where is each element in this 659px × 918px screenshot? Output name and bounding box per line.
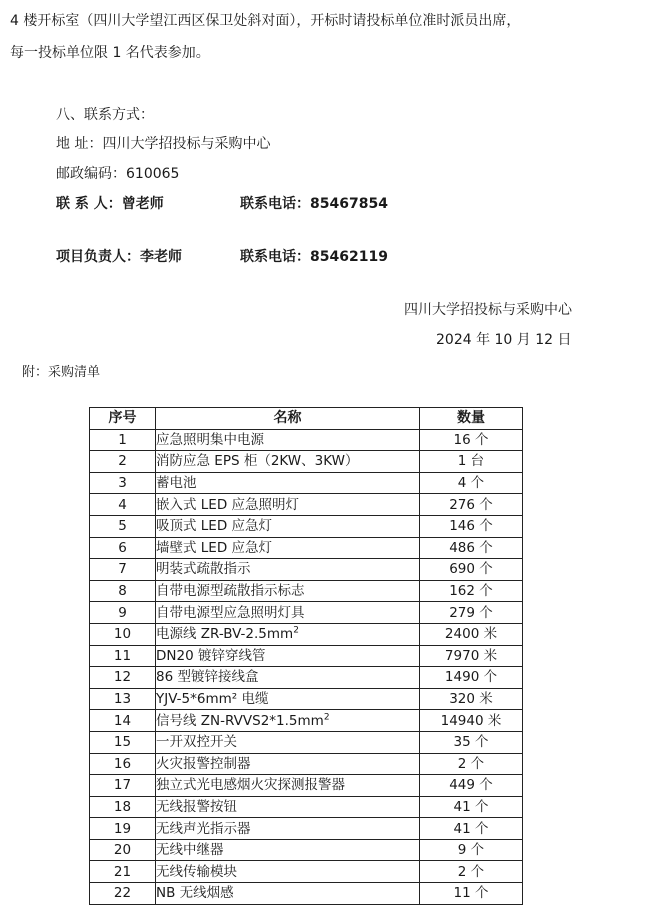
paragraph-line-1: 4 楼开标室（四川大学望江西区保卫处斜对面），开标时请投标单位准时派员出席， <box>10 13 521 29</box>
header-name: 名称 <box>156 408 420 430</box>
item-name: 无线中继器 <box>156 842 224 859</box>
table-row <box>90 645 523 667</box>
row-number: 15 <box>90 731 156 753</box>
contact-postcode: 邮政编码：610065 <box>56 166 180 182</box>
table-row <box>90 775 523 797</box>
table-row <box>90 667 523 689</box>
contact-address: 地 址：四川大学招投标与采购中心 <box>56 136 271 152</box>
item-quantity: 279 个 <box>420 602 523 624</box>
item-name-cell <box>156 731 420 753</box>
item-quantity: 1490 个 <box>420 667 523 689</box>
item-name-cell <box>156 537 420 559</box>
table-row <box>90 515 523 537</box>
item-quantity: 4 个 <box>420 472 523 494</box>
item-name: 应急照明集中电源 <box>156 431 264 448</box>
item-name-cell <box>156 623 420 645</box>
item-name: 吸顶式 LED 应急灯 <box>156 518 273 535</box>
item-quantity: 276 个 <box>420 494 523 516</box>
table-body <box>90 429 523 904</box>
contact-person: 联 系 人：曾老师 <box>56 196 164 212</box>
table-row <box>90 883 523 905</box>
row-number: 10 <box>90 623 156 645</box>
item-name-cell <box>156 796 420 818</box>
row-number: 8 <box>90 580 156 602</box>
item-name: NB 无线烟感 <box>156 885 234 902</box>
signature-org: 四川大学招投标与采购中心 <box>404 302 572 318</box>
table-row <box>90 753 523 775</box>
item-name-superscript: 2 <box>293 625 299 636</box>
project-phone: 联系电话：85462119 <box>240 249 388 265</box>
item-quantity: 7970 米 <box>420 645 523 667</box>
row-number: 12 <box>90 667 156 689</box>
item-name-cell <box>156 883 420 905</box>
row-number: 16 <box>90 753 156 775</box>
item-name-cell <box>156 515 420 537</box>
table-row <box>90 623 523 645</box>
row-number: 11 <box>90 645 156 667</box>
item-quantity: 2 个 <box>420 753 523 775</box>
item-quantity: 146 个 <box>420 515 523 537</box>
item-quantity: 449 个 <box>420 775 523 797</box>
row-number: 19 <box>90 818 156 840</box>
item-name: 嵌入式 LED 应急照明灯 <box>156 496 300 513</box>
table-row <box>90 451 523 473</box>
table-row <box>90 688 523 710</box>
item-name: 无线传输模块 <box>156 863 237 880</box>
row-number: 4 <box>90 494 156 516</box>
item-name-cell <box>156 818 420 840</box>
item-name-cell <box>156 667 420 689</box>
table-row <box>90 710 523 732</box>
item-name: 消防应急 EPS 柜（2KW、3KW） <box>156 453 359 470</box>
item-quantity: 690 个 <box>420 559 523 581</box>
row-number: 1 <box>90 429 156 451</box>
row-number: 6 <box>90 537 156 559</box>
row-number: 7 <box>90 559 156 581</box>
table-row <box>90 602 523 624</box>
item-name: 蓄电池 <box>156 475 197 492</box>
item-quantity: 14940 米 <box>420 710 523 732</box>
item-name-cell <box>156 602 420 624</box>
item-name-cell <box>156 580 420 602</box>
table-header-row <box>90 408 523 430</box>
item-quantity: 320 米 <box>420 688 523 710</box>
item-name-cell <box>156 645 420 667</box>
row-number: 13 <box>90 688 156 710</box>
item-name: 电源线 ZR-BV-2.5mm <box>156 626 294 643</box>
table-row <box>90 559 523 581</box>
row-number: 22 <box>90 883 156 905</box>
item-quantity: 2400 米 <box>420 623 523 645</box>
procurement-table <box>89 407 523 905</box>
table-row <box>90 472 523 494</box>
header-no: 序号 <box>90 408 156 430</box>
table-row <box>90 796 523 818</box>
row-number: 21 <box>90 861 156 883</box>
item-quantity: 41 个 <box>420 818 523 840</box>
item-name: 自带电源型应急照明灯具 <box>156 604 305 621</box>
item-name-cell <box>156 451 420 473</box>
item-quantity: 2 个 <box>420 861 523 883</box>
row-number: 2 <box>90 451 156 473</box>
item-name-superscript: 2 <box>323 712 330 723</box>
item-quantity: 35 个 <box>420 731 523 753</box>
item-name-cell <box>156 429 420 451</box>
row-number: 18 <box>90 796 156 818</box>
item-name: 自带电源型疏散指示标志 <box>156 583 305 600</box>
row-number: 5 <box>90 515 156 537</box>
table-row <box>90 731 523 753</box>
item-name: 墙壁式 LED 应急灯 <box>156 539 273 556</box>
item-name: 信号线 ZN-RVVS2*1.5mm <box>156 712 324 729</box>
row-number: 20 <box>90 839 156 861</box>
item-quantity: 486 个 <box>420 537 523 559</box>
item-quantity: 1 台 <box>420 451 523 473</box>
header-qty: 数量 <box>420 408 523 430</box>
item-name: YJV-5*6mm² 电缆 <box>156 691 269 708</box>
item-name-cell <box>156 494 420 516</box>
item-name: 一开双控开关 <box>156 734 237 751</box>
item-name-cell <box>156 710 420 732</box>
table-row <box>90 839 523 861</box>
item-name-cell <box>156 839 420 861</box>
item-name-cell <box>156 472 420 494</box>
item-name-cell <box>156 861 420 883</box>
item-name: 无线声光指示器 <box>156 820 251 837</box>
row-number: 14 <box>90 710 156 732</box>
item-quantity: 162 个 <box>420 580 523 602</box>
row-number: 17 <box>90 775 156 797</box>
table-row <box>90 861 523 883</box>
item-quantity: 41 个 <box>420 796 523 818</box>
table-row <box>90 429 523 451</box>
item-quantity: 16 个 <box>420 429 523 451</box>
item-name: 明装式疏散指示 <box>156 561 251 578</box>
item-name-cell <box>156 775 420 797</box>
table-row <box>90 580 523 602</box>
item-name: DN20 镀锌穿线管 <box>156 647 266 664</box>
item-name: 独立式光电感烟火灾探测报警器 <box>156 777 345 794</box>
paragraph-line-2: 每一投标单位限 1 名代表参加。 <box>10 45 210 61</box>
table-row <box>90 818 523 840</box>
item-name-cell <box>156 559 420 581</box>
item-quantity: 9 个 <box>420 839 523 861</box>
contact-heading: 八、联系方式： <box>56 107 154 123</box>
row-number: 3 <box>90 472 156 494</box>
item-name: 火灾报警控制器 <box>156 755 251 772</box>
item-quantity: 11 个 <box>420 883 523 905</box>
row-number: 9 <box>90 602 156 624</box>
signature-date: 2024 年 10 月 12 日 <box>436 332 572 348</box>
item-name: 无线报警按钮 <box>156 798 237 815</box>
project-person: 项目负责人：李老师 <box>56 249 182 265</box>
attachment-label: 附：采购清单 <box>22 365 101 380</box>
item-name: 86 型镀锌接线盒 <box>156 669 259 686</box>
contact-phone: 联系电话：85467854 <box>240 196 388 212</box>
item-name-cell <box>156 753 420 775</box>
table-row <box>90 537 523 559</box>
table-row <box>90 494 523 516</box>
item-name-cell <box>156 688 420 710</box>
